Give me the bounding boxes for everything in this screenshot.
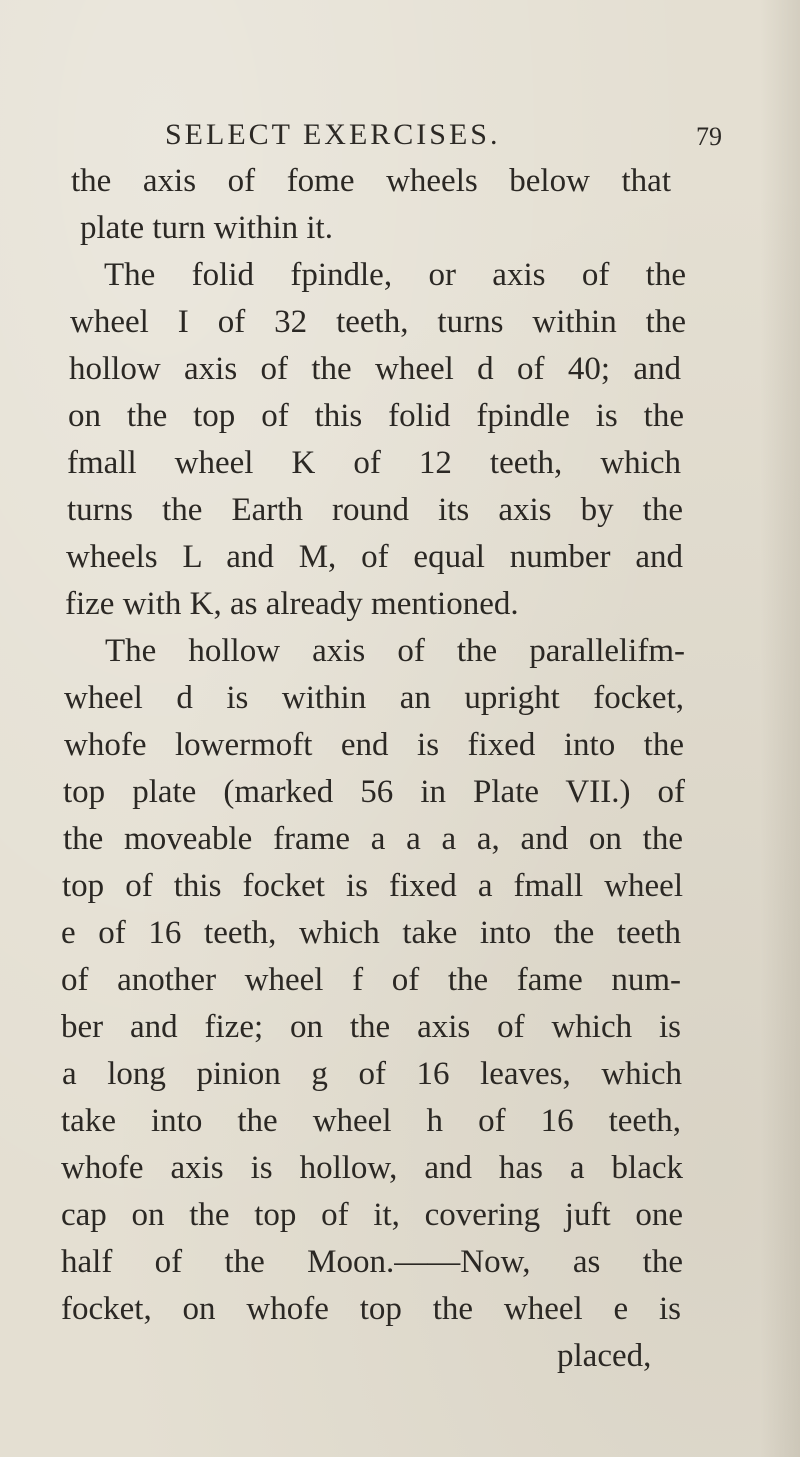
text-line: plate turn within it.: [80, 210, 333, 246]
text-line: top of this focket is fixed a fmall wheel: [62, 868, 683, 904]
text-line: half of the Moon.——Now, as the: [61, 1244, 683, 1280]
text-line: wheel d is within an upright focket,: [64, 680, 684, 716]
text-line: focket, on whofe top the wheel e is: [61, 1291, 681, 1327]
text-line: on the top of this folid fpindle is the: [68, 398, 684, 434]
text-line: placed,: [557, 1338, 652, 1374]
running-head: [0, 118, 800, 158]
text-line: the axis of fome wheels below that: [71, 163, 671, 199]
text-line: whofe lowermoft end is fixed into the: [64, 727, 684, 763]
text-line: The hollow axis of the parallelifm-: [105, 633, 685, 669]
text-line: turns the Earth round its axis by the: [67, 492, 683, 528]
page-edge-shadow: [760, 0, 800, 1457]
text-line: hollow axis of the wheel d of 40; and: [69, 351, 681, 387]
text-line: take into the wheel h of 16 teeth,: [61, 1103, 681, 1139]
text-line: e of 16 teeth, which take into the teeth: [61, 915, 681, 951]
text-line: whofe axis is hollow, and has a black: [61, 1150, 683, 1186]
text-line: of another wheel f of the fame num-: [61, 962, 681, 998]
running-title: SELECT EXERCISES.: [165, 118, 501, 151]
text-line: cap on the top of it, covering juft one: [61, 1197, 683, 1233]
text-line: wheels L and M, of equal number and: [66, 539, 683, 575]
text-line: fize with K, as already mentioned.: [65, 586, 519, 622]
text-line: fmall wheel K of 12 teeth, which: [67, 445, 681, 481]
text-line: a long pinion g of 16 leaves, which: [62, 1056, 682, 1092]
text-line: top plate (marked 56 in Plate VII.) of: [63, 774, 685, 810]
page-number: 79: [696, 122, 722, 151]
text-line: ber and fize; on the axis of which is: [61, 1009, 681, 1045]
text-line: The folid fpindle, or axis of the: [104, 257, 686, 293]
text-line: wheel I of 32 teeth, turns within the: [70, 304, 686, 340]
text-line: the moveable frame a a a a, and on the: [63, 821, 683, 857]
